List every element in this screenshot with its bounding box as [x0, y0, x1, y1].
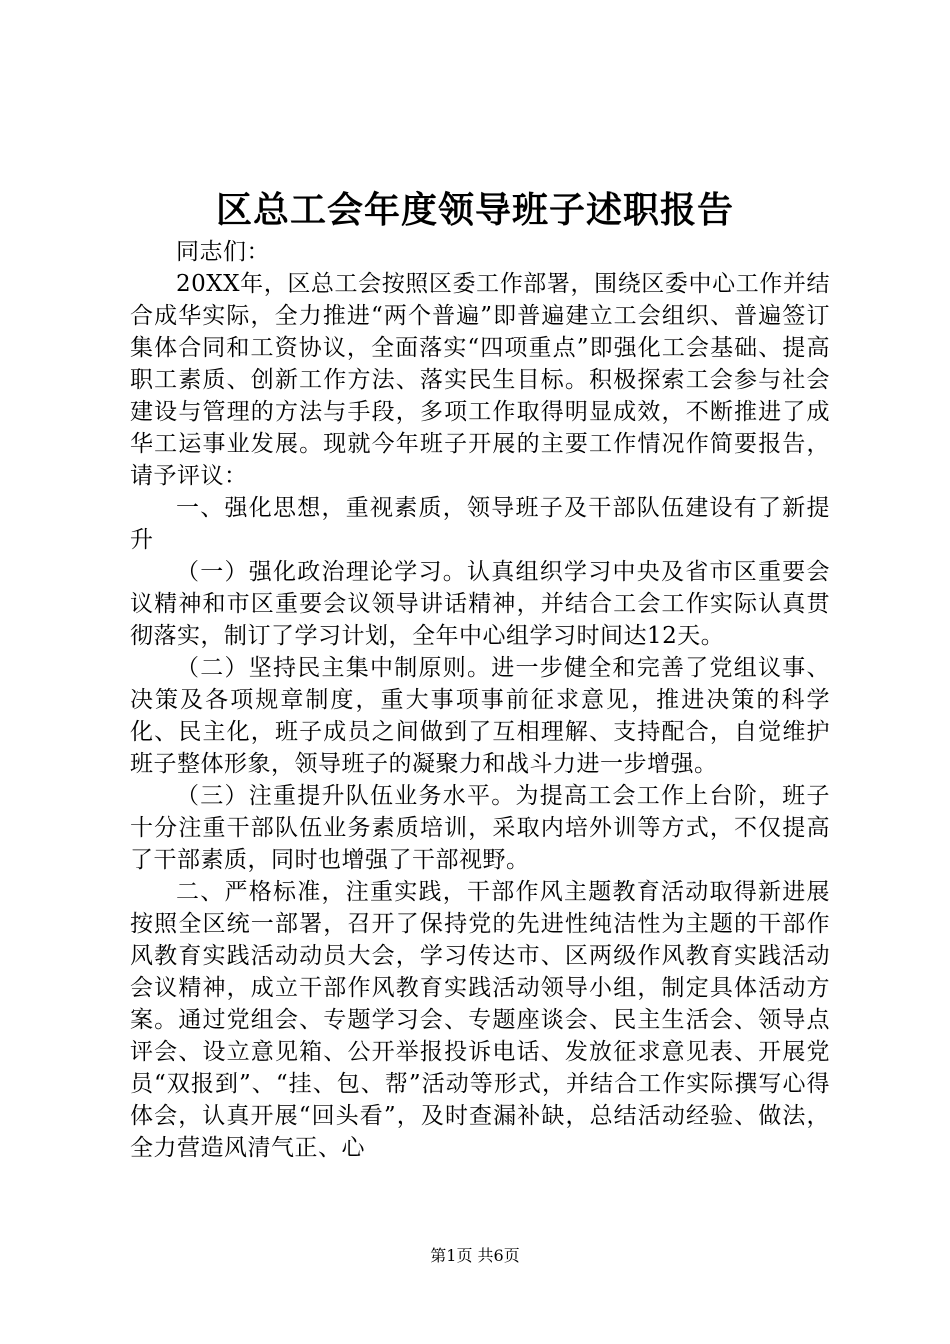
page-title: 区总工会年度领导班子述职报告 — [215, 189, 734, 231]
subsection-paragraph-2: （二）坚持民主集中制原则。进一步健全和完善了党组议事、决策及各项规章制度，重大事项事前征求意见，推进决策的科学化、民主化，班子成员之间做到了互相理解、支持配合，自觉维护班子整体形象，领导班子的凝聚力和战斗力进一步增强。 — [130, 655, 830, 777]
section-heading-1: 一、强化思想，重视素质，领导班子及干部队伍建设有了新提升 — [130, 495, 830, 553]
page-number-footer: 第1页 共6页 — [430, 1246, 520, 1265]
subsection-paragraph-1: （一）强化政治理论学习。认真组织学习中央及省市区重要会议精神和市区重要会议领导讲话精神，并结合工会工作实际认真贯彻落实，制订了学习计划，全年中心组学习时间达12天。 — [130, 559, 830, 649]
intro-paragraph: 20XX年，区总工会按照区委工作部署，围绕区委中心工作并结合成华实际，全力推进“两个普遍”即普遍建立工会组织、普遍签订集体合同和工资协议，全面落实“四项重点”即强化工会基础、提高职工素质、创新工作方法、落实民生目标。积极探索工会参与社会建设与管理的方法与手段，多项工作取得明显成效，不断推进了成华工运事业发展。现就今年班子开展的主要工作情况作简要报告，请予评议： — [130, 271, 830, 489]
document-body — [130, 236, 830, 1164]
section-paragraph-2: 二、严格标准，注重实践，干部作风主题教育活动取得新进展按照全区统一部署，召开了保持党的先进性纯洁性为主题的干部作风教育实践活动动员大会，学习传达市、区两级作风教育实践活动会议精神，成立干部作风教育实践活动领导小组，制定具体活动方案。通过党组会、专题学习会、专题座谈会、民主生活会、领导点评会、设立意见箱、公开举报投诉电话、发放征求意见表、开展党员“双报到”、“挂、包、帮”活动等形式，并结合工作实际撰写心得体会，认真开展“回头看”，及时查漏补缺，总结活动经验、做法，全力营造风清气正、心 — [130, 879, 830, 1161]
subsection-paragraph-3: （三）注重提升队伍业务水平。为提高工会工作上台阶，班子十分注重干部队伍业务素质培训，采取内培外训等方式，不仅提高了干部素质，同时也增强了干部视野。 — [130, 783, 830, 873]
greeting: 同志们： — [176, 239, 270, 265]
